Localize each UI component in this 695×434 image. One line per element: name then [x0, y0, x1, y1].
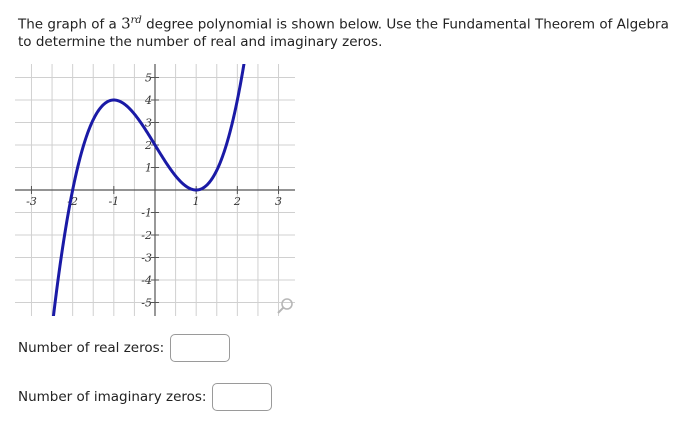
question-text [18, 12, 678, 51]
y-tick-label: 2 [145, 139, 152, 152]
question-prefix: The graph of a [18, 16, 122, 33]
imaginary-zeros-label: Number of imaginary zeros: [18, 389, 207, 405]
polynomial-graph [15, 64, 295, 316]
y-tick-label: 3 [145, 116, 152, 130]
real-zeros-label: Number of real zeros: [18, 340, 165, 356]
x-tick-label: 2 [233, 195, 241, 208]
real-zeros-input[interactable] [170, 334, 230, 362]
y-tick-label: -3 [141, 251, 152, 265]
magnifier-icon[interactable] [275, 296, 295, 316]
y-tick-label: -5 [141, 296, 152, 310]
question-suffix: degree polynomial is shown below. Use the Fundamental Theorem of Algebra to determine the number of real and imaginary zeros. [18, 16, 669, 50]
real-zeros-row [18, 334, 230, 362]
y-tick-label: 5 [145, 71, 152, 85]
x-tick-label: -2 [67, 195, 79, 208]
imaginary-zeros-input[interactable] [212, 383, 272, 411]
degree-suffix: rd [130, 15, 142, 26]
x-tick-label: 1 [192, 195, 200, 208]
x-tick-label: -3 [26, 195, 37, 208]
y-tick-label: -1 [141, 206, 152, 220]
imaginary-zeros-row [18, 383, 272, 411]
y-tick-label: 1 [145, 161, 152, 175]
y-tick-label: -2 [141, 229, 152, 242]
x-tick-label: -1 [108, 195, 120, 208]
degree-number: 3 [121, 14, 131, 33]
y-tick-label: -4 [141, 274, 152, 287]
x-tick-label: 3 [275, 195, 283, 208]
y-tick-label: 4 [145, 94, 152, 107]
